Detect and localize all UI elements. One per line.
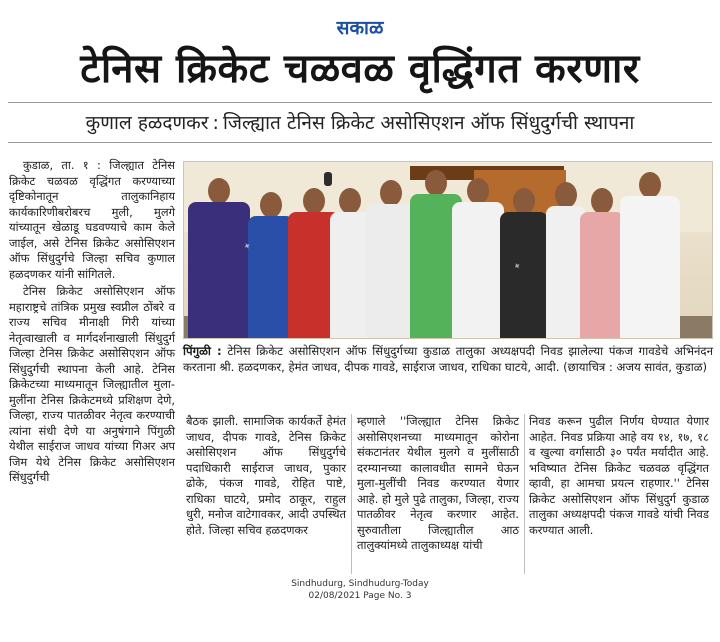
article-column-4 bbox=[529, 414, 709, 540]
article-column-2 bbox=[186, 414, 346, 540]
subhead-separator: : bbox=[212, 112, 219, 134]
paragraph: बैठक झाली. सामाजिक कार्यकर्ते हेमंत जाधव, दीपक गावडे, टेनिस क्रिकेट असोसिएशन ऑफ सिंधुदुर्गचे पदाधिकारी साईराज जाधव, पुकार ढोके, पंकज गावडे, रोहित पाष्टे, राधिका घाटये, प्रमोद ठाकूर, राहुल धुरी, मनोज वाटेगावकर, आदी उपस्थित होते. जिल्हा सचिव हळदणकर bbox=[186, 414, 346, 537]
photo-watermark: ✦ bbox=[512, 260, 524, 274]
photo-person bbox=[452, 178, 504, 338]
subhead-rule bbox=[8, 142, 712, 143]
photo-person bbox=[620, 172, 680, 338]
photo-caption bbox=[183, 343, 713, 375]
paragraph: टेनिस क्रिकेट असोसिएशन ऑफ महाराष्ट्रचे तांत्रिक प्रमुख स्वप्नील ठोंबरे व राज्य सचिव मीनाक्षी गिरी यांच्या नेतृत्वाखाली व मार्गदर्शनाखाली सिंधुदुर्ग जिल्हा टेनिस क्रिकेट असोसिएशन ऑफ सिंधुदुर्गची स्थापना केली आहे. टेनिस क्रिकेटच्या माध्यमातून जिल्ह्यातील मुला-मुलींना टेनिस क्रिकेटमध्ये प्रशिक्षण देणे, जिल्हा, राज्य पातळीवर नेतृत्व करण्याची त्यांना संधी देणे या अनुषंगाने पिंगुळी येथील साईराज जाधव यांच्या गिअर अप जिम येथे टेनिस क्रिकेट असोसिएशन सिंधुदुर्गची bbox=[9, 284, 175, 484]
caption-text: टेनिस क्रिकेट असोसिएशन ऑफ सिंधुदुर्गच्या कुडाळ तालुका अध्यक्षपदी निवड झालेल्या पंकज गावडेचे अभिनंदन करताना श्री. हळदणकर, हेमंत जाधव, दीपक गावडे, साईराज जाधव, राधिका घाटये, आदी. bbox=[183, 344, 713, 374]
photo-credit: (छायाचित्र : अजय सावंत, कुडाळ) bbox=[563, 360, 708, 374]
subheadline bbox=[0, 110, 720, 136]
headline: टेनिस क्रिकेट चळवळ वृद्धिंगत करणार bbox=[80, 46, 640, 92]
header-rule bbox=[8, 102, 712, 103]
column-divider bbox=[351, 414, 352, 574]
photo-person bbox=[500, 188, 548, 338]
photo-lamp bbox=[324, 172, 332, 186]
subhead-text: जिल्ह्यात टेनिस क्रिकेट असोसिएशन ऑफ सिंधुदुर्गची स्थापना bbox=[222, 112, 635, 134]
page-footer bbox=[0, 578, 720, 602]
footer-date-page: 02/08/2021 Page No. 3 bbox=[308, 591, 412, 601]
photo-person bbox=[366, 180, 416, 338]
caption-lead: पिंगुळी : bbox=[183, 344, 222, 358]
photo-person bbox=[188, 178, 250, 338]
photo-watermark: ✦ bbox=[242, 240, 254, 254]
author-name: कुणाल हळदणकर bbox=[85, 112, 209, 134]
news-photo bbox=[183, 161, 713, 339]
article-column-1 bbox=[9, 158, 175, 488]
footer-edition: Sindhudurg, Sindhudurg-Today bbox=[291, 579, 429, 589]
paragraph: निवड करून पुढील निर्णय घेण्यात येणार आहेत. निवड प्रक्रिया आहे वय १४, १७, १८ व खुल्या वर्गासाठी ३० पर्यंत मर्यादीत आहे. भविष्यात टेनिस क्रिकेट चळवळ वृद्धिंगत व्हावी, हा आमचा प्रयत्न राहणार.'' टेनिस क्रिकेट असोसिएशन ऑफ सिंधुदुर्ग कुडाळ तालुका अध्यक्षपदी पंकज गावडे यांची निवड करण्यात आली. bbox=[529, 414, 709, 537]
article-column-3 bbox=[357, 414, 519, 556]
photo-person bbox=[580, 188, 624, 338]
paragraph: कुडाळ, ता. १ : जिल्ह्यात टेनिस क्रिकेट चळवळ वृद्धिंगत करण्याच्या दृष्टिकोनातून तालुकानिहाय कार्यकारिणीबरोबरच मुली, मुलगे यांच्यातून खेळाडू घडवण्याचे काम केले जाईल, असे टेनिस क्रिकेट असोसिएशन ऑफ सिंधुदुर्गचे जिल्हा सचिव कुणाल हळदणकर यांनी सांगितले. bbox=[9, 158, 175, 281]
column-divider bbox=[524, 414, 525, 574]
paragraph: म्हणाले ''जिल्ह्यात टेनिस क्रिकेट असोसिएशनच्या माध्यमातून कोरोना संकटानंतर येथील मुलगे व मुलींसाठी दरम्यानच्या कालावधीत सामने घेऊन मुला-मुलींची निवड करण्यात येणार आहे. हो मुले पुढे तालुका, जिल्हा, राज्य पातळीवर नेतृत्व करणार आहेत. सुरुवातीला जिल्ह्यातील आठ तालुक्यांमध्ये तालुकाध्यक्ष यांची bbox=[357, 414, 519, 552]
masthead-logo: सकाळ bbox=[336, 17, 384, 39]
photo-person bbox=[330, 188, 370, 338]
